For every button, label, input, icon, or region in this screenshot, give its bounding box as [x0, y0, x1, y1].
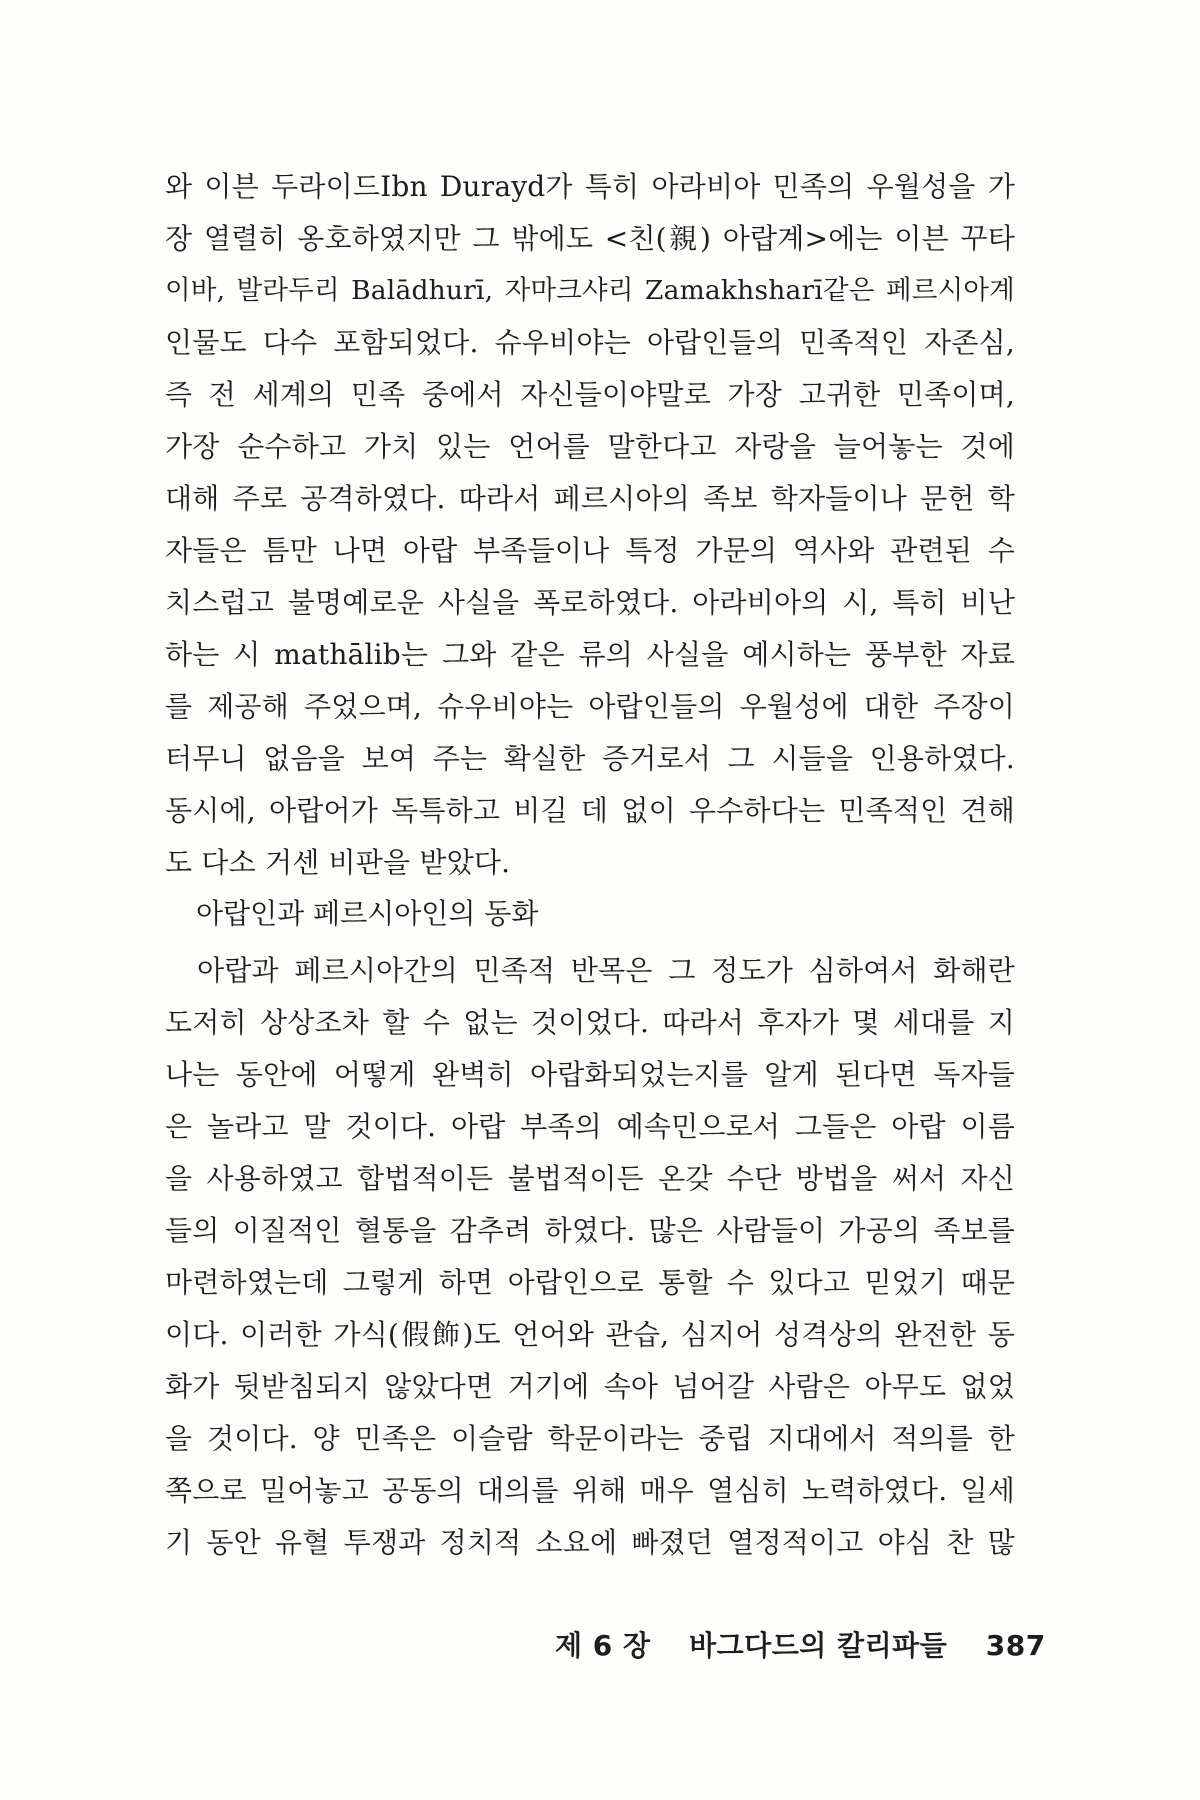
text-line: 이다. 이러한 가식(假飾)도 언어와 관습, 심지어 성격상의 완전한 동	[165, 1318, 1015, 1351]
text-line: 아랍과 페르시아간의 민족적 반목은 그 정도가 심하여서 화해란	[197, 954, 1015, 987]
paragraph-2	[165, 945, 1015, 1569]
text-line: 도 다소 거센 비판을 받았다.	[165, 846, 511, 879]
text-line: 도저히 상상조차 할 수 없는 것이었다. 따라서 후자가 몇 세대를 지	[165, 1006, 1015, 1039]
text-line: 자들은 틈만 나면 아랍 부족들이나 특정 가문의 역사와 관련된 수	[165, 534, 1015, 567]
text-line: 하는 시 mathālib는 그와 같은 류의 사실을 예시하는 풍부한 자료	[165, 638, 1015, 671]
section-heading: 아랍인과 페르시아인의 동화	[196, 897, 539, 930]
chapter-title: 바그다드의 칼리파들	[689, 1629, 948, 1662]
chapter-number: 제 6 장	[555, 1629, 651, 1662]
text-line: 장 열렬히 옹호하였지만 그 밖에도 <친(親) 아랍계>에는 이븐 꾸타	[165, 222, 1015, 255]
text-line: 을 사용하였고 합법적이든 불법적이든 온갖 수단 방법을 써서 자신	[165, 1162, 1015, 1195]
text-line: 즉 전 세계의 민족 중에서 자신들이야말로 가장 고귀한 민족이며,	[165, 378, 1015, 411]
text-line: 쪽으로 밀어놓고 공동의 대의를 위해 매우 열심히 노력하였다. 일세	[165, 1474, 1015, 1507]
text-line: 와 이븐 두라이드Ibn Durayd가 특히 아라비아 민족의 우월성을 가	[165, 170, 1015, 203]
text-line: 들의 이질적인 혈통을 감추려 하였다. 많은 사람들이 가공의 족보를	[165, 1214, 1015, 1247]
text-line: 를 제공해 주었으며, 슈우비야는 아랍인들의 우월성에 대한 주장이	[165, 690, 1015, 723]
text-line: 화가 뒷받침되지 않았다면 거기에 속아 넘어갈 사람은 아무도 없었	[165, 1370, 1015, 1403]
text-line: 인물도 다수 포함되었다. 슈우비야는 아랍인들의 민족적인 자존심,	[165, 326, 1015, 359]
text-line: 마련하였는데 그렇게 하면 아랍인으로 통할 수 있다고 믿었기 때문	[165, 1266, 1015, 1299]
running-footer	[555, 1626, 1046, 1666]
text-line: 은 놀라고 말 것이다. 아랍 부족의 예속민으로서 그들은 아랍 이름	[165, 1110, 1015, 1143]
paragraph-1	[165, 161, 1015, 889]
text-line: 을 것이다. 양 민족은 이슬람 학문이라는 중립 지대에서 적의를 한	[165, 1422, 1015, 1455]
text-line: 가장 순수하고 가치 있는 언어를 말한다고 자랑을 늘어놓는 것에	[165, 430, 1015, 463]
text-line: 동시에, 아랍어가 독특하고 비길 데 없이 우수하다는 민족적인 견해	[165, 794, 1015, 827]
text-line: 대해 주로 공격하였다. 따라서 페르시아의 족보 학자들이나 문헌 학	[165, 482, 1015, 515]
text-line: 치스럽고 불명예로운 사실을 폭로하였다. 아라비아의 시, 특히 비난	[165, 586, 1015, 619]
text-line: 기 동안 유혈 투쟁과 정치적 소요에 빠졌던 열정적이고 야심 찬 많	[165, 1526, 1015, 1559]
text-line: 이바, 발라두리 Balādhurī, 자마크샤리 Zamakhsharī같은 페르시아계	[165, 275, 1015, 306]
text-line: 터무니 없음을 보여 주는 확실한 증거로서 그 시들을 인용하였다.	[165, 742, 1015, 775]
text-line: 나는 동안에 어떻게 완벽히 아랍화되었는지를 알게 된다면 독자들	[165, 1058, 1015, 1091]
page-number: 387	[985, 1629, 1046, 1662]
